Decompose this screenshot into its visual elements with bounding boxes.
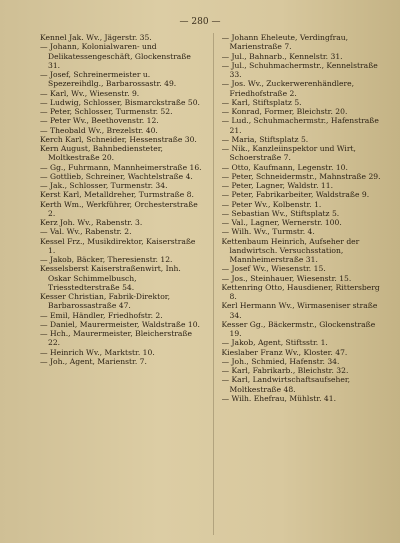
directory-entry: — Hch., Maurermeister, Bleicherstraße 22. bbox=[40, 329, 193, 348]
left-column bbox=[40, 33, 205, 535]
directory-entry: — Val. Wv., Rabenstr. 2. bbox=[40, 227, 132, 237]
directory-entry: Kesser Gg., Bäckermstr., Glockenstraße 19. bbox=[221, 319, 376, 338]
directory-entry: — Gg., Fuhrmann, Mannheimerstraße 16. bbox=[40, 162, 202, 172]
directory-entry: — Emil, Händler, Friedhofstr. 2. bbox=[40, 310, 163, 320]
directory-entry: — Joh., Schmied, Hafenstr. 34. bbox=[221, 356, 340, 366]
directory-entry: Kern August, Bahnbediensteter, Moltkestraße 20. bbox=[40, 144, 163, 163]
directory-entry: — Lud., Schuhmachermstr., Hafenstraße 21. bbox=[221, 116, 379, 135]
directory-entry: Kerth Wm., Werkführer, Orchesterstraße 2. bbox=[40, 199, 198, 218]
directory-entry: — Jakob, Agent, Stiftsstr. 1. bbox=[221, 338, 328, 348]
column-divider bbox=[213, 33, 214, 535]
directory-entry: Kennel Jak. Wv., Jägerstr. 35. bbox=[40, 33, 152, 42]
directory-entry: Kesselsberst Kaiserstraßenwirt, Inh. Oskar Schimmelbusch, Triesstedterstraße 54. bbox=[40, 264, 181, 292]
directory-entry: — Karl, Stiftsplatz 5. bbox=[221, 97, 302, 107]
directory-entry: — Peter, Schlosser, Turmenstr. 52. bbox=[40, 107, 173, 116]
directory-entry: — Karl, Wv., Wiesenstr. 9. bbox=[40, 88, 140, 98]
directory-entry: — Gottlieb, Schreiner, Wachtelstraße 4. bbox=[40, 171, 193, 181]
directory-entry: — Peter, Fabrikarbeiter, Waldstraße 9. bbox=[221, 190, 370, 200]
directory-entry: — Jul., Bahnarb., Kennelstr. 31. bbox=[221, 51, 343, 61]
directory-entry: Kerz Joh. Wv., Rabenstr. 3. bbox=[40, 218, 143, 227]
directory-entry: — Peter Wv., Beethovenstr. 12. bbox=[40, 116, 159, 126]
directory-entry: Kettenring Otto, Hausdiener, Rittersberg 8. bbox=[221, 282, 380, 301]
directory-entry: — Karl, Fabrikarb., Bleichstr. 32. bbox=[221, 366, 349, 375]
directory-entry: — Jos. Wv., Zuckerwerenhändlere, Friedhofstraße 2. bbox=[221, 79, 355, 98]
directory-entry: — Jul., Schuhmachermstr., Kennelstraße 33. bbox=[221, 60, 378, 79]
directory-entry: Kesser Christian, Fabrik-Direktor, Barbarossastraße 47. bbox=[40, 292, 170, 311]
directory-entry: — Ludwig, Schlosser, Bismarckstraße 50. bbox=[40, 97, 200, 107]
directory-entry: — Josef, Schreinermeister u. Spezereihdlg., Barbarossastr. 49. bbox=[40, 70, 177, 89]
directory-entry: — Wilh. Wv., Turmstr. 4. bbox=[221, 227, 315, 237]
directory-entry: — Wilh. Ehefrau, Mühlstr. 41. bbox=[221, 393, 337, 403]
directory-entry: — Johann Eheleute, Verdingfrau, Marienstraße 7. bbox=[221, 33, 349, 52]
columns bbox=[40, 33, 386, 535]
directory-entry: — Val., Lagner, Wernerstr. 100. bbox=[221, 218, 342, 227]
directory-entry: — Daniel, Maurermeister, Waldstraße 10. bbox=[40, 319, 200, 329]
directory-entry: — Jak., Schlosser, Turmenstr. 34. bbox=[40, 181, 168, 190]
directory-entry: Kerch Karl, Schneider, Hessenstraße 30. bbox=[40, 134, 197, 144]
directory-entry: — Maria, Stiftsplatz 5. bbox=[221, 134, 309, 144]
page-number: — 280 — bbox=[179, 17, 221, 27]
directory-entry: — Nik., Kanzleiinspektor und Wirt, Schoerstraße 7. bbox=[221, 144, 356, 163]
directory-entry: Kerst Karl, Metalldreher, Turmstraße 8. bbox=[40, 190, 194, 200]
directory-entry: — Konrad, Former, Bleichstr. 20. bbox=[221, 107, 348, 116]
directory-entry: — Peter, Lagner, Waldstr. 11. bbox=[221, 181, 333, 190]
directory-entry: — Sebastian Wv., Stiftsplatz 5. bbox=[221, 208, 340, 218]
directory-entry: — Peter, Schneidermstr., Mahnstraße 29. bbox=[221, 171, 381, 181]
right-column bbox=[222, 33, 387, 535]
directory-entry: Kieslaber Franz Wv., Kloster. 47. bbox=[221, 347, 348, 357]
directory-entry: Kerl Hermann Wv., Wirmaseniser straße 34. bbox=[221, 301, 378, 320]
directory-entry: — Theobald Wv., Brezelstr. 40. bbox=[40, 125, 158, 135]
directory-entry: — Josef Wv., Wiesenstr. 15. bbox=[221, 264, 326, 274]
directory-entry: — Johann, Kolonialwaren- und Delikatessengeschäft, Glockenstraße 31. bbox=[40, 42, 191, 70]
directory-entry: — Peter Wv., Kolbenstr. 1. bbox=[221, 199, 322, 209]
directory-entry: Kessel Frz., Musikdirektor, Kaiserstraße 1. bbox=[40, 236, 196, 255]
directory-entry: — Jos., Steinhauer, Wiesenstr. 15. bbox=[221, 273, 352, 283]
directory-entry: — Joh., Agent, Marienstr. 7. bbox=[40, 356, 147, 366]
directory-entry: — Heinrich Wv., Marktstr. 10. bbox=[40, 347, 155, 357]
directory-entry: Kettenbaum Heinrich, Aufseher der landwirtsch. Versuchsstation, Mannheimerstraße 31. bbox=[221, 236, 360, 264]
directory-entry: — Karl, Landwirtschaftsaufseher, Moltkestraße 48. bbox=[221, 375, 351, 394]
directory-entry: — Otto, Kaufmann, Legenstr. 10. bbox=[221, 162, 348, 172]
directory-entry: — Jakob, Bäcker, Theresienstr. 12. bbox=[40, 255, 173, 264]
